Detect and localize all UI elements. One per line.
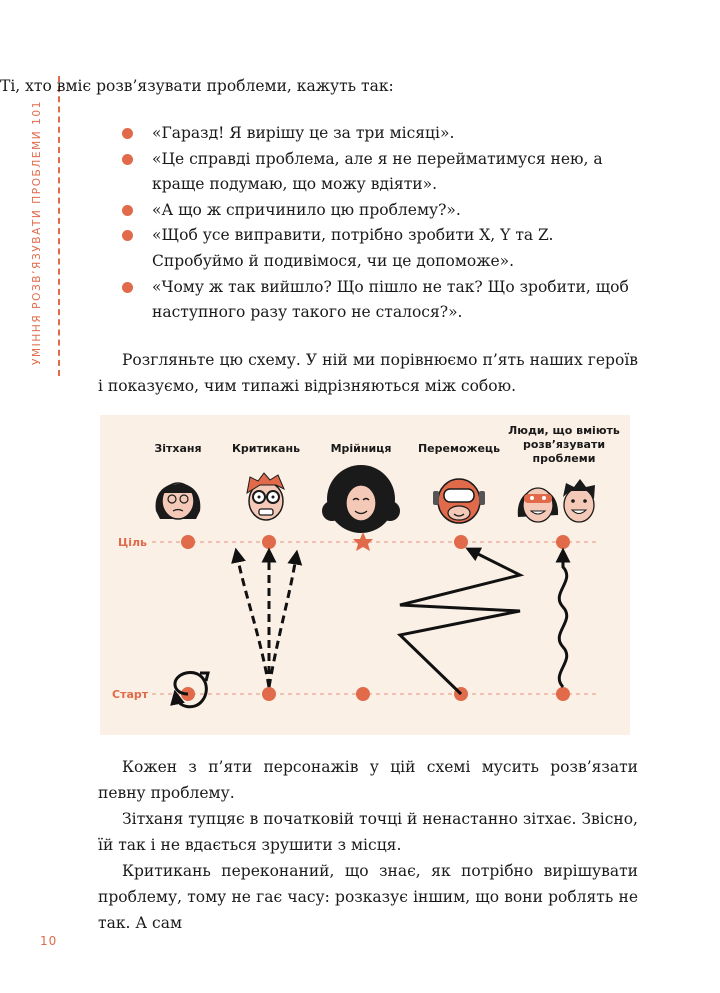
- winner-face-icon: [433, 479, 485, 523]
- page-number: 10: [40, 934, 58, 948]
- label-solvers-line1: Люди, що вміють: [508, 424, 620, 437]
- label-winner: Переможець: [417, 442, 501, 455]
- scheme-intro-paragraph: Розгляньте цю схему. У ній ми порівнюємо п’ять наших героїв і показуємо, чим типажі відрізняються між собою.: [98, 351, 638, 395]
- label-critic: Критикань: [231, 442, 301, 455]
- goal-point: [454, 535, 468, 549]
- solvers-faces-icon: [518, 479, 595, 522]
- paragraph: Зітханя тупцяє в початковій точці й ненастанно зітхає. Звісно, їй так і не вдається зрушити з місця.: [98, 810, 638, 854]
- winner-zigzag-path: [400, 551, 520, 694]
- running-title-divider: [58, 76, 60, 376]
- dreamer-face-icon: [322, 465, 400, 533]
- running-title: УМІННЯ РОЗВ’ЯЗУВАТИ ПРОБЛЕМИ 101: [31, 100, 43, 365]
- label-solvers-line2: розв’язувати: [522, 438, 606, 451]
- label-dreamer: Мрійниця: [330, 442, 392, 455]
- start-point: [556, 687, 570, 701]
- diagram-svg: [100, 415, 630, 735]
- start-point: [356, 687, 370, 701]
- paragraph: Критикань переконаний, що знає, як потрібно вирішувати проблему, тому не гає часу: розказує іншим, що вони роблять не так. А сам: [98, 862, 638, 932]
- goal-point: [262, 535, 276, 549]
- critic-dashed-arrow: [269, 557, 296, 687]
- quote-item: «Чому ж так вийшло? Що пішло не так? Що зробити, щоб наступного разу такого не сталося?».: [122, 275, 642, 326]
- goal-point: [556, 535, 570, 549]
- start-label: Старт: [112, 688, 149, 701]
- goal-star-icon: [353, 532, 373, 551]
- critic-face-icon: [247, 473, 284, 520]
- quote-item: «Це справді проблема, але я не перейматимуся нею, а краще подумаю, що можу вдіяти».: [122, 147, 642, 198]
- goal-point: [181, 535, 195, 549]
- critic-dashed-arrow: [237, 555, 269, 687]
- intro-text: Ті, хто вміє розв’язувати проблеми, кажуть так:: [0, 77, 394, 95]
- solvers-wavy-path: [559, 555, 567, 687]
- label-solvers-line3: проблеми: [532, 452, 596, 465]
- label-sighing: Зітханя: [154, 442, 202, 455]
- paragraph: Кожен з п’яти персонажів у цій схемі мусить розв’язати певну проблему.: [98, 758, 638, 802]
- sighing-face-icon: [156, 483, 201, 519]
- quote-item: «А що ж спричинило цю проблему?».: [122, 198, 642, 224]
- quote-item: «Щоб усе виправити, потрібно зробити X, Y та Z. Спробуймо й подивімося, чи це допоможе».: [122, 223, 642, 274]
- comparison-diagram: [100, 415, 630, 735]
- quote-item: «Гаразд! Я вирішу це за три місяці».: [122, 121, 642, 147]
- goal-label: Ціль: [118, 536, 147, 549]
- quote-list: [122, 121, 642, 326]
- start-point: [262, 687, 276, 701]
